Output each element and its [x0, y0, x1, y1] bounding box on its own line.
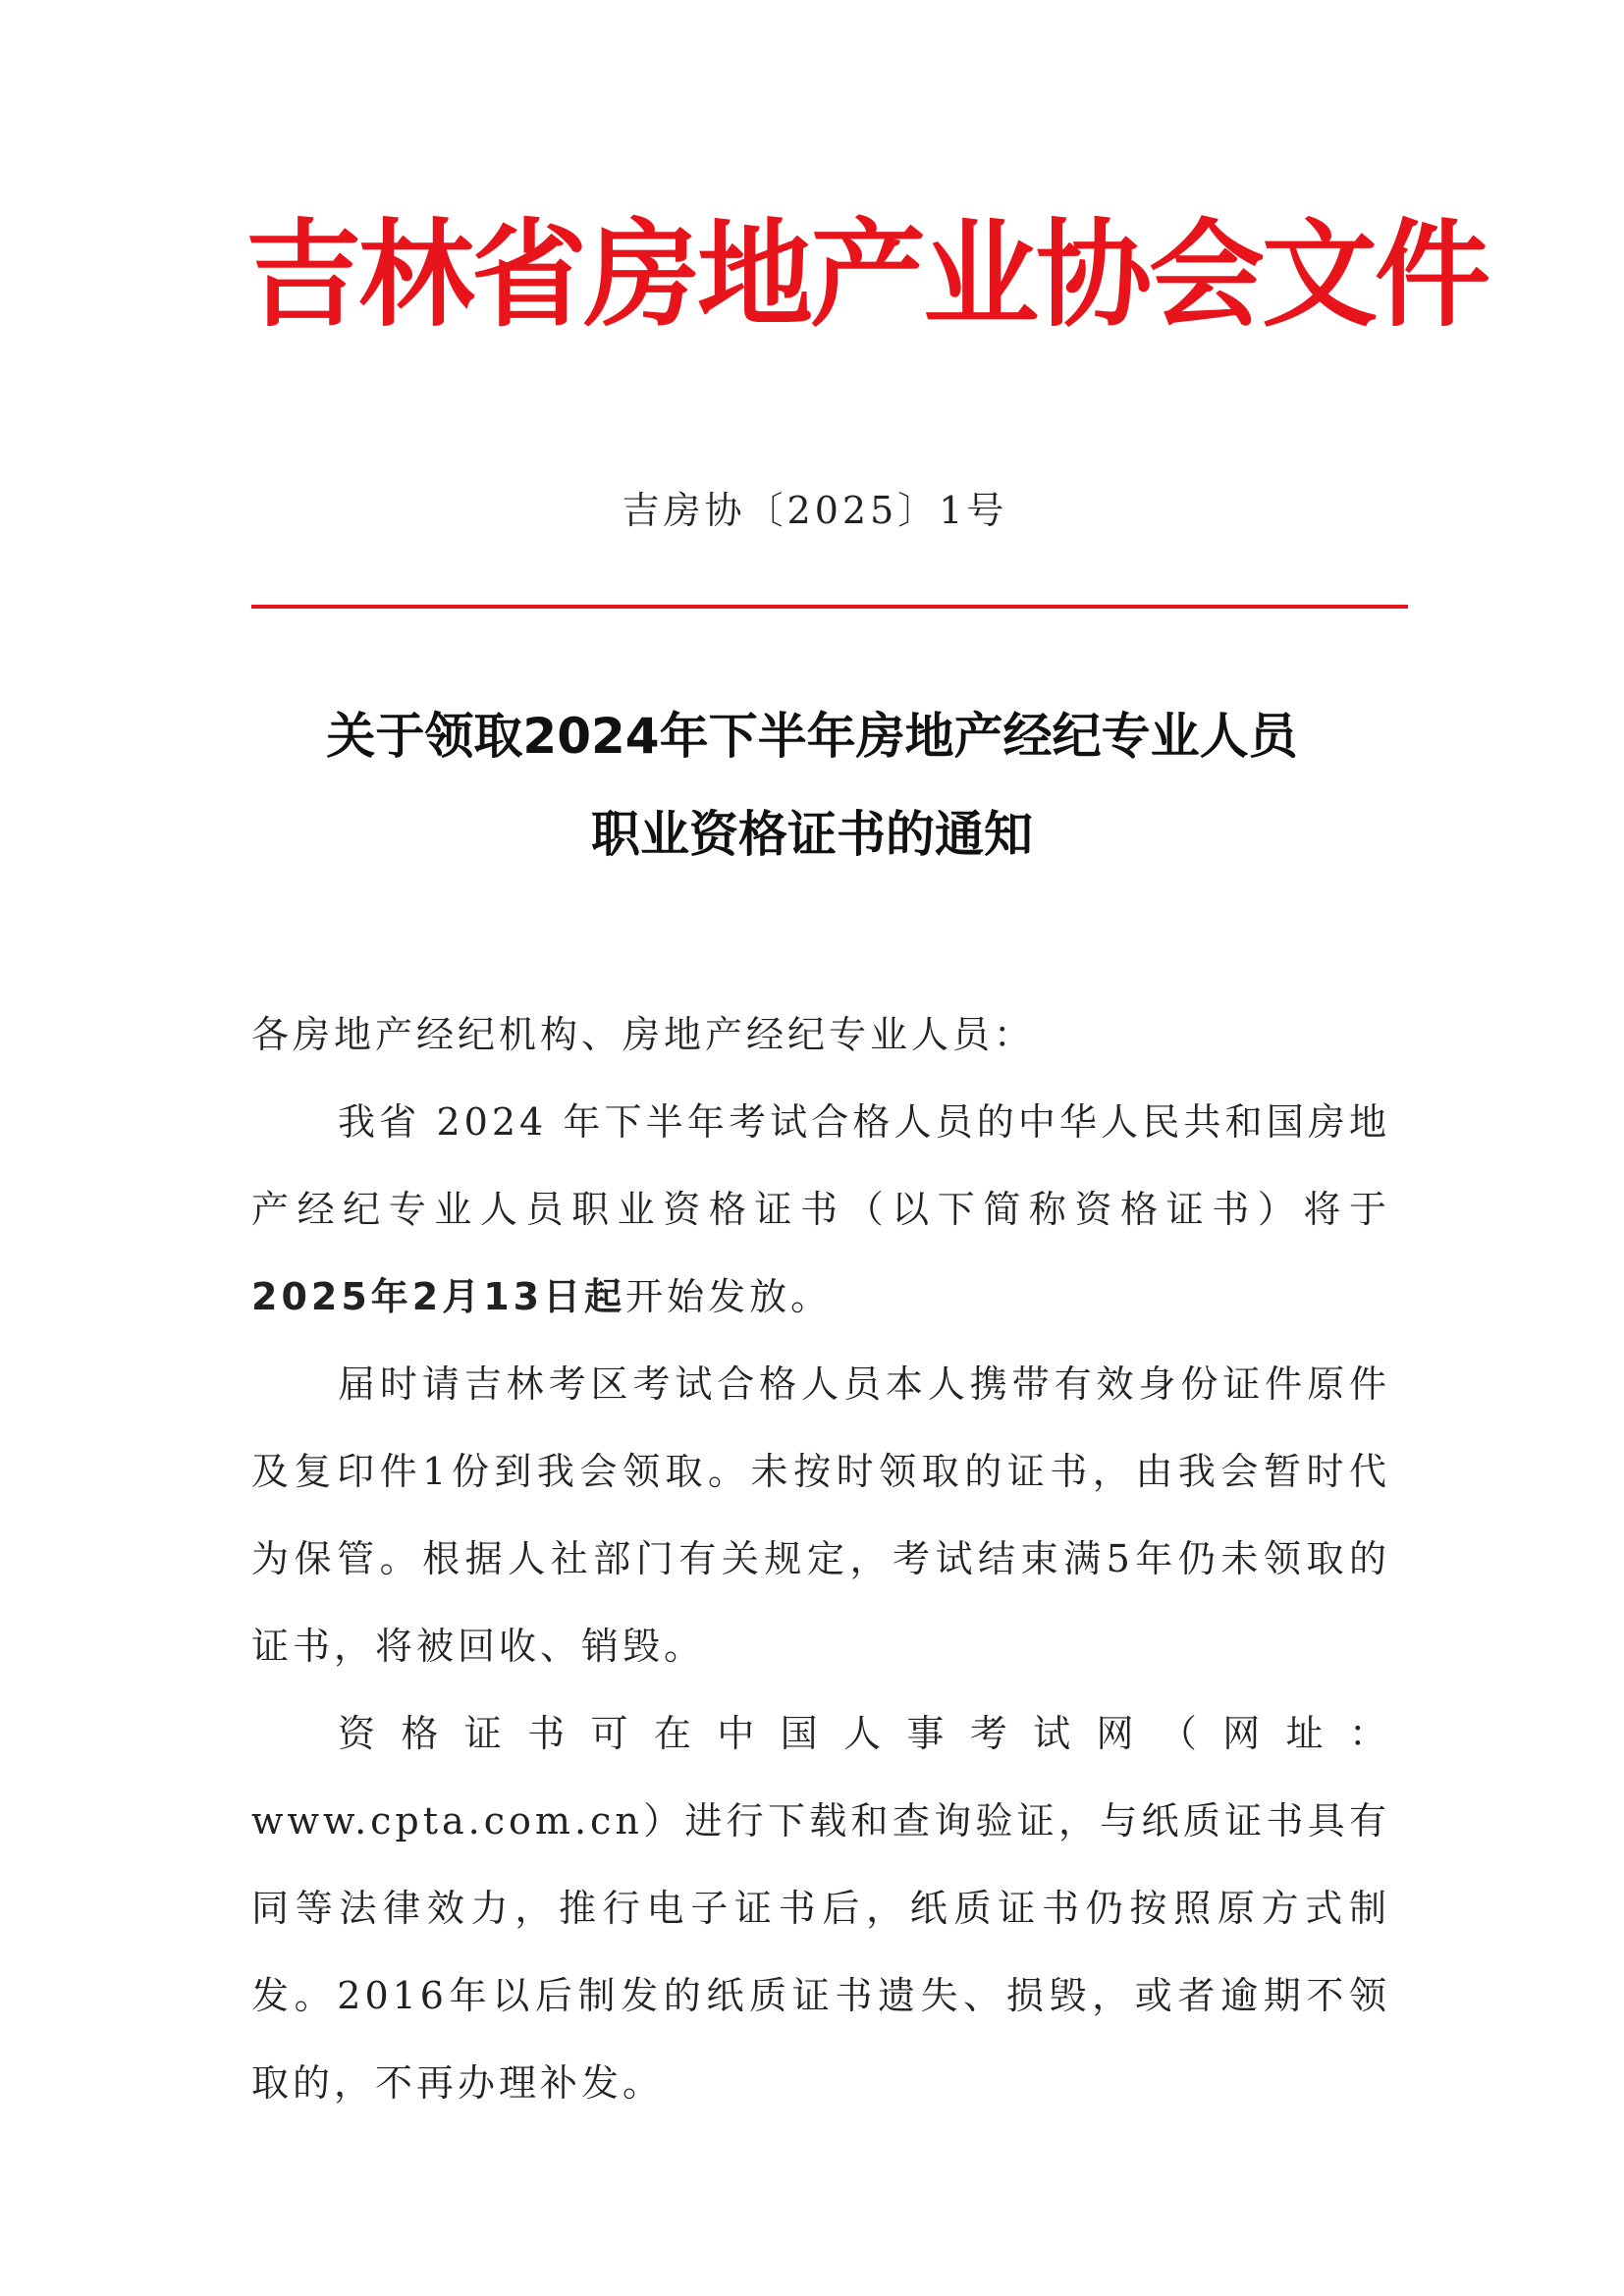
- red-divider-line: [251, 605, 1408, 609]
- salutation: 各房地产经纪机构、房地产经纪专业人员：: [251, 1013, 1036, 1056]
- notice-title-line-1: 关于领取2024年下半年房地产经纪专业人员: [326, 708, 1298, 765]
- notice-title: [196, 687, 1428, 883]
- notice-body: [251, 991, 1390, 2127]
- paragraph-issue-date: [251, 1079, 1390, 1341]
- paragraph-electronic-certificate: 资格证书可在中国人事考试网（网址：www.cpta.com.cn）进行下载和查询验证，与纸质证书具有同等法律效力，推行电子证书后，纸质证书仍按照原方式制发。2016年以后制发的纸质证书遗失、损毁，或者逾期不领取的，不再办理补发。: [251, 1712, 1390, 2105]
- org-header-title: 吉林省房地产业协会文件: [245, 207, 1489, 343]
- paragraph-issue-date-tail: 开始发放。: [625, 1275, 833, 1318]
- issue-date-highlight: 2025年2月13日起: [251, 1275, 626, 1318]
- notice-title-line-2: 职业资格证书的通知: [591, 806, 1033, 863]
- paragraph-issue-date-text: 我省 2024 年下半年考试合格人员的中华人民共和国房地产经纪专业人员职业资格证书（以下简称资格证书）将于: [251, 1100, 1390, 1231]
- paragraph-collection: 届时请吉林考区考试合格人员本人携带有效身份证件原件及复印件1份到我会领取。未按时领取的证书，由我会暂时代为保管。根据人社部门有关规定，考试结束满5年仍未领取的证书，将被回收、销毁。: [251, 1362, 1390, 1668]
- document-number: 吉房协〔2025〕1号: [622, 489, 1008, 532]
